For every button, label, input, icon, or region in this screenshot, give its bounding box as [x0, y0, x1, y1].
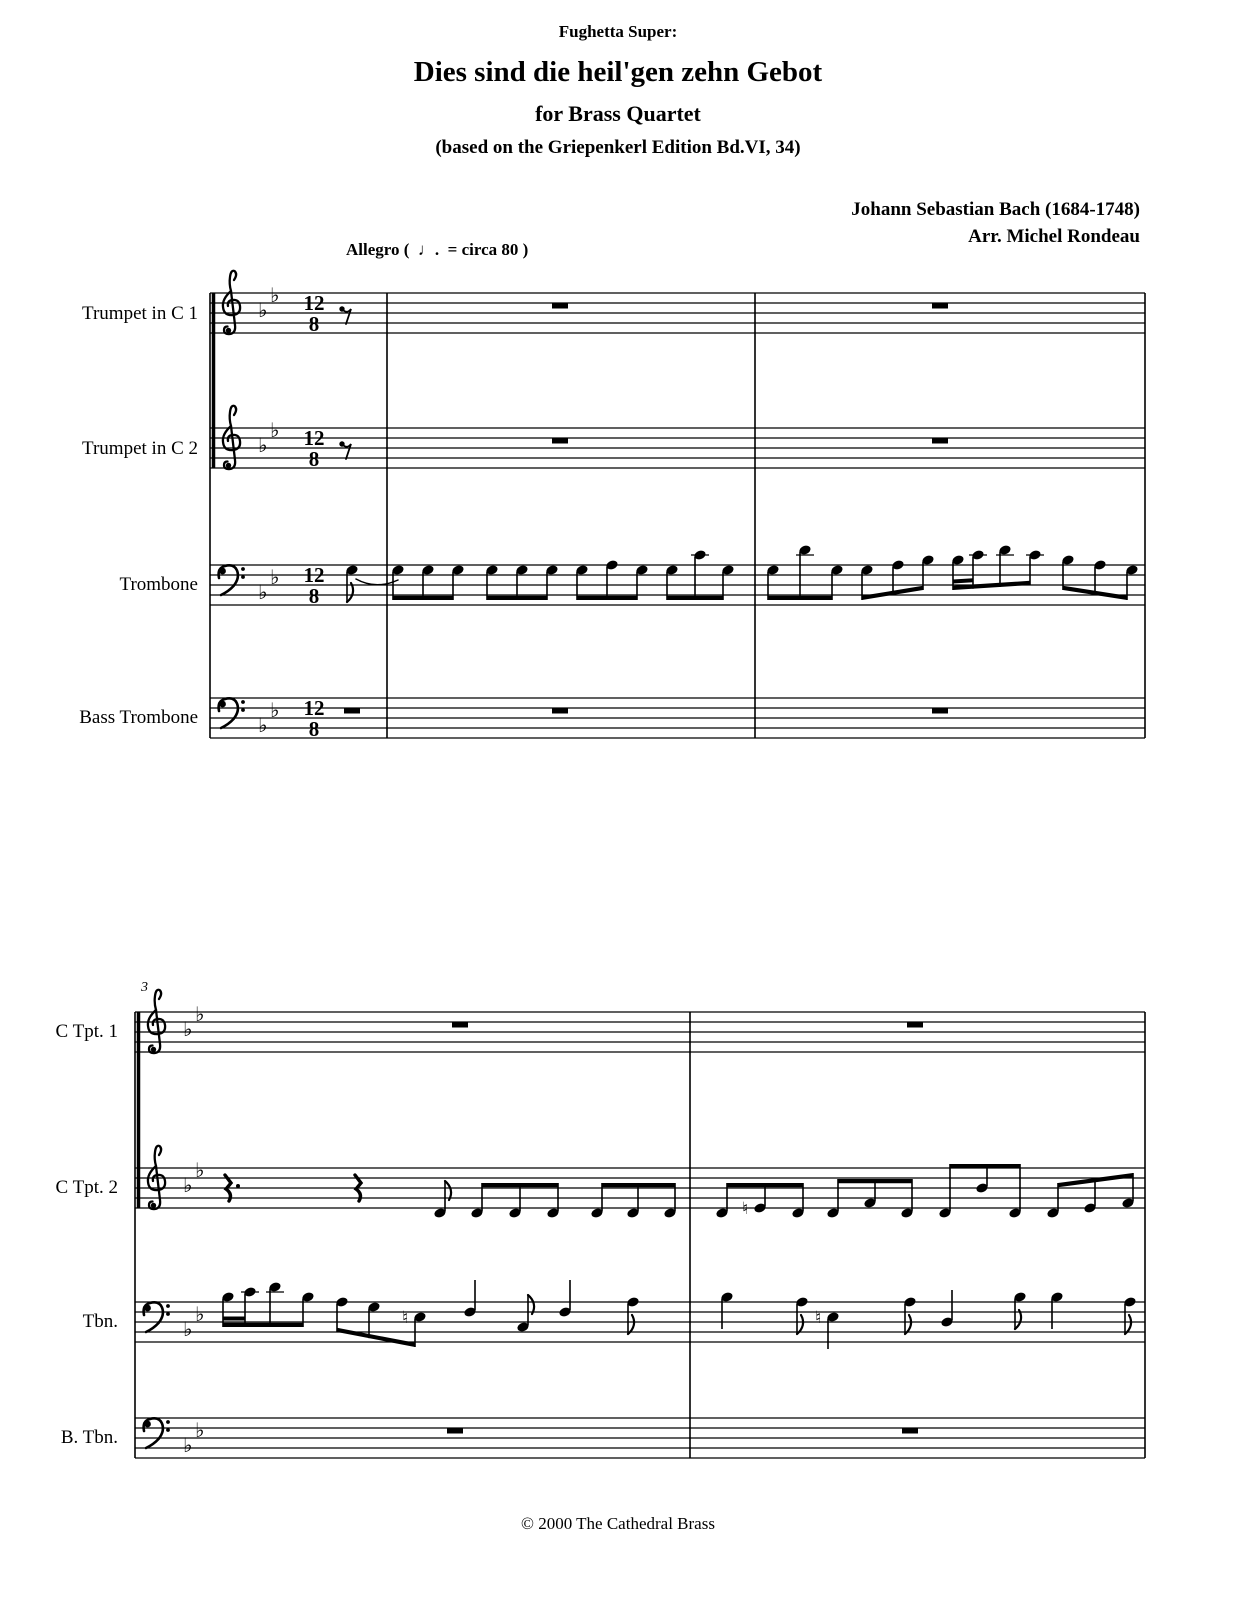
work-series-title: Fughetta Super: — [558, 22, 678, 41]
svg-text:12: 12 — [303, 291, 325, 315]
svg-text:♭: ♭ — [195, 1302, 205, 1326]
svg-text:♭: ♭ — [258, 580, 268, 604]
staff-label-trumpet-1: Trumpet in C 1 — [82, 303, 198, 324]
system-2 — [135, 990, 1145, 1458]
svg-text:♭: ♭ — [183, 1017, 193, 1041]
staff-label-b-tbn: B. Tbn. — [60, 1427, 118, 1448]
system-1 — [210, 271, 1145, 741]
edition-note: (based on the Griepenkerl Edition Bd.VI, 34) — [435, 137, 801, 158]
svg-text:♭: ♭ — [270, 698, 280, 722]
tempo-marking: Allegro ( ♩. = circa 80 ) — [346, 240, 529, 259]
staff-label-tbn: Tbn. — [82, 1311, 118, 1332]
svg-text:♭: ♭ — [270, 283, 280, 307]
svg-text:♭: ♭ — [270, 565, 280, 589]
staff-label-c-tpt-1: C Tpt. 1 — [55, 1021, 118, 1042]
ensemble-subtitle: for Brass Quartet — [535, 101, 701, 126]
svg-text:♭: ♭ — [195, 1418, 205, 1442]
page-title: Dies sind die heil'gen zehn Gebot — [413, 56, 823, 88]
svg-text:♭: ♭ — [183, 1317, 193, 1341]
copyright-footer: © 2000 The Cathedral Brass — [521, 1514, 715, 1533]
svg-text:12: 12 — [303, 696, 325, 720]
svg-text:♮: ♮ — [402, 1308, 409, 1328]
svg-text:12: 12 — [303, 426, 325, 450]
svg-text:♮: ♮ — [815, 1308, 822, 1328]
staff-label-trumpet-2: Trumpet in C 2 — [82, 438, 198, 459]
arranger-credit: Arr. Michel Rondeau — [968, 226, 1140, 247]
composer-credit: Johann Sebastian Bach (1684-1748) — [851, 199, 1140, 220]
svg-text:♮: ♮ — [742, 1199, 749, 1219]
staff-label-trombone: Trombone — [119, 574, 198, 595]
svg-text:♭: ♭ — [183, 1433, 193, 1457]
svg-text:♭: ♭ — [258, 433, 268, 457]
svg-text:♭: ♭ — [270, 418, 280, 442]
svg-text:♭: ♭ — [258, 298, 268, 322]
svg-text:♭: ♭ — [258, 713, 268, 737]
measure-number: 3 — [141, 980, 148, 995]
svg-text:8: 8 — [308, 717, 320, 741]
svg-text:8: 8 — [308, 447, 320, 471]
svg-text:♭: ♭ — [195, 1158, 205, 1182]
staff-label-bass-trombone: Bass Trombone — [79, 707, 198, 728]
svg-text:8: 8 — [308, 312, 320, 336]
svg-text:♭: ♭ — [183, 1173, 193, 1197]
staff-label-c-tpt-2: C Tpt. 2 — [55, 1177, 118, 1198]
svg-text:12: 12 — [303, 563, 325, 587]
svg-text:8: 8 — [308, 584, 320, 608]
svg-text:♭: ♭ — [195, 1002, 205, 1026]
